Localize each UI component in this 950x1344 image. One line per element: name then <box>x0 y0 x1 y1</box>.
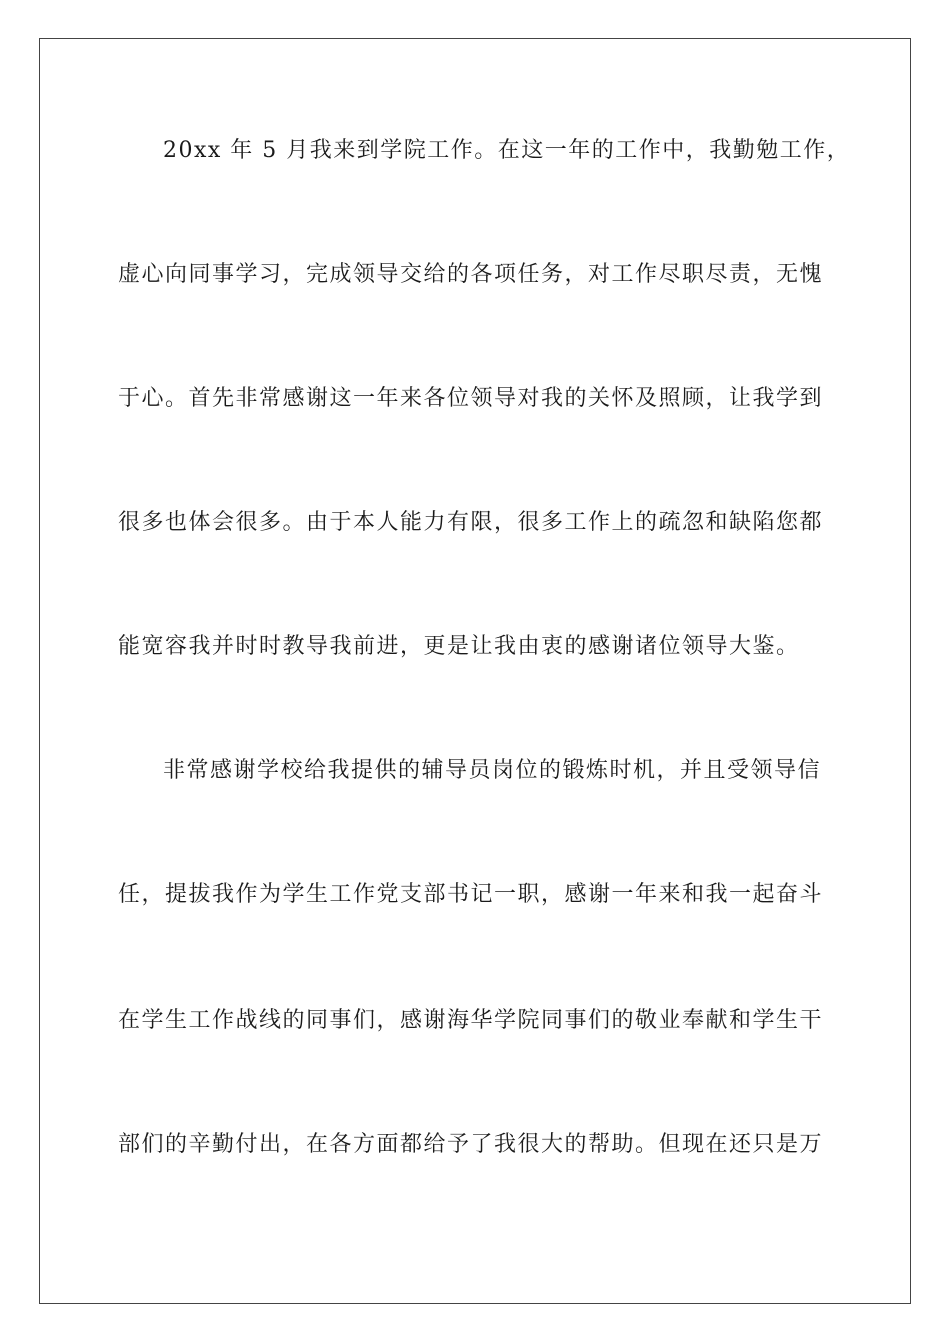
paragraph-line: 虚心向同事学习，完成领导交给的各项任务，对工作尽职尽责，无愧 <box>118 262 824 287</box>
paragraph-line: 很多也体会很多。由于本人能力有限，很多工作上的疏忽和缺陷您都 <box>118 510 824 535</box>
paragraph-line: 任，提拔我作为学生工作党支部书记一职，感谢一年来和我一起奋斗 <box>118 882 824 907</box>
paragraph-line: 在学生工作战线的同事们，感谢海华学院同事们的敬业奉献和学生干 <box>118 1008 824 1033</box>
paragraph-line: 能宽容我并时时教导我前进，更是让我由衷的感谢诸位领导大鉴。 <box>118 634 800 659</box>
paragraph-line: 20xx 年 5 月我来到学院工作。在这一年的工作中，我勤勉工作， <box>163 138 851 163</box>
paragraph-line: 部们的辛勤付出，在各方面都给予了我很大的帮助。但现在还只是万 <box>118 1132 824 1157</box>
page-border <box>39 38 911 1304</box>
paragraph-line: 非常感谢学校给我提供的辅导员岗位的锻炼时机，并且受领导信 <box>163 758 822 783</box>
paragraph-line: 于心。首先非常感谢这一年来各位领导对我的关怀及照顾，让我学到 <box>118 386 824 411</box>
